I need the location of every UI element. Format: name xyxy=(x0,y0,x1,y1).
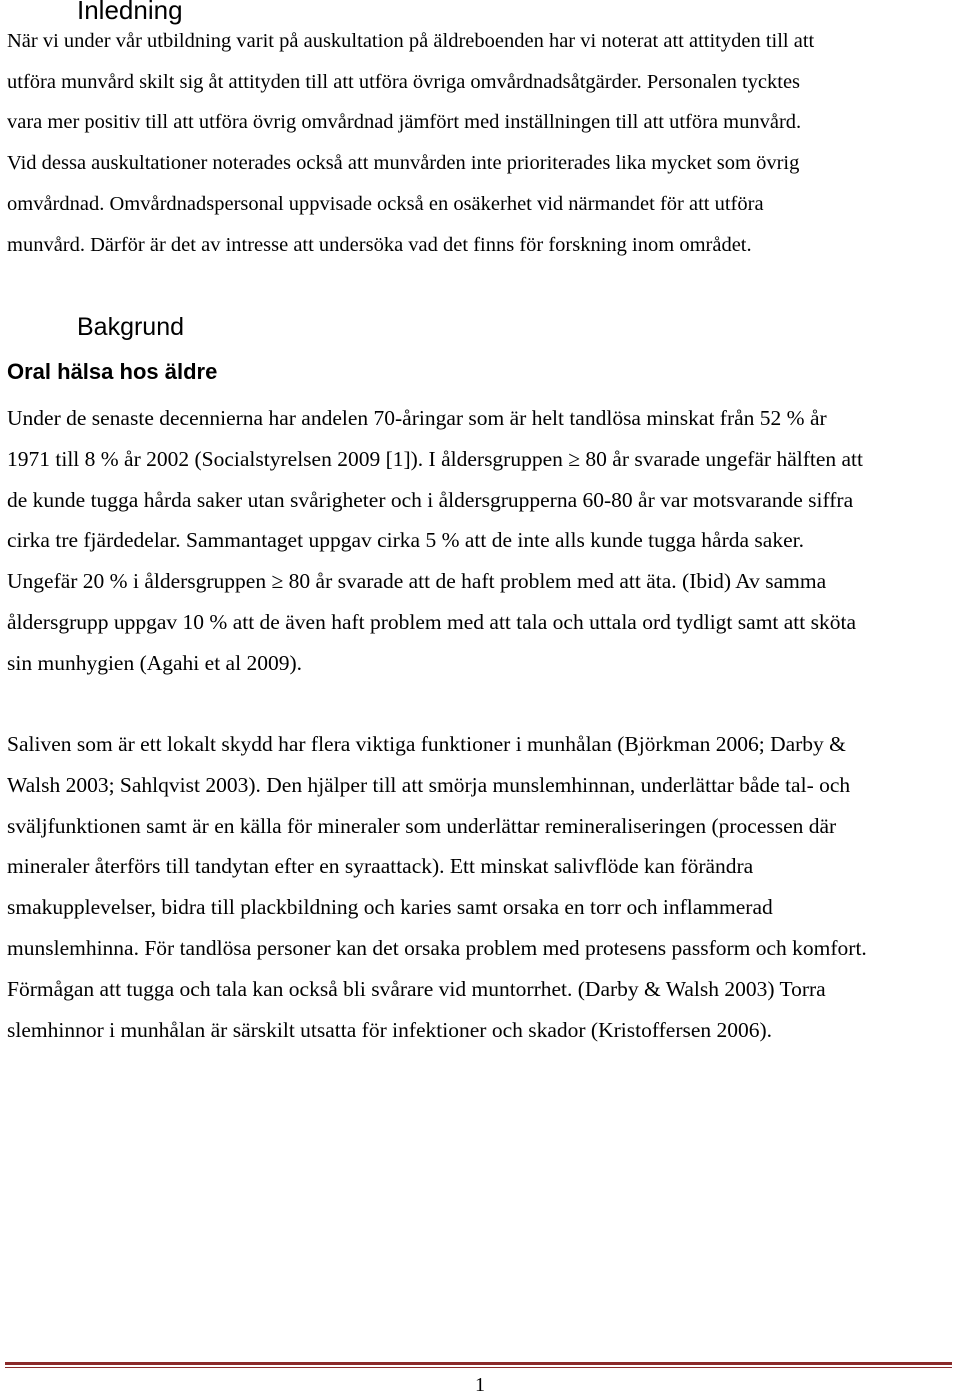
text-line: åldersgrupp uppgav 10 % att de även haft problem med att tala och uttala ord tydligt samt att sköta xyxy=(7,609,857,634)
text-line: Walsh 2003; Sahlqvist 2003). Den hjälper till att smörja munslemhinnan, underlättar både tal- och xyxy=(7,772,851,797)
section-heading-inledning: Inledning xyxy=(77,0,183,25)
text-line: 1971 till 8 % år 2002 (Socialstyrelsen 2009 [1]). I åldersgruppen ≥ 80 år svarade ungefär hälften att xyxy=(7,446,864,471)
text-line: omvårdnad. Omvårdnadspersonal uppvisade också en osäkerhet vid närmandet för att utföra xyxy=(7,192,764,215)
subsection-heading-oral-halsa: Oral hälsa hos äldre xyxy=(7,359,218,384)
intro-paragraph xyxy=(7,21,957,265)
footer-divider-thick xyxy=(5,1362,952,1365)
text-line: Under de senaste decennierna har andelen 70-åringar som är helt tandlösa minskat från 52 % år xyxy=(7,406,827,430)
section-heading-bakgrund: Bakgrund xyxy=(77,313,185,341)
text-line: Saliven som är ett lokalt skydd har flera viktiga funktioner i munhålan (Björkman 2006; Darby & xyxy=(7,732,846,756)
text-line: slemhinnor i munhålan är särskilt utsatta för infektioner och skador (Kristoffersen 2006). xyxy=(7,1017,773,1042)
text-line: smakupplevelser, bidra till plackbildning och karies samt orsaka en torr och inflammerad xyxy=(7,895,773,920)
text-line: Vid dessa auskultationer noterades också att munvården inte prioriterades lika mycket som övrig xyxy=(7,152,800,175)
text-line: munvård. Därför är det av intresse att undersöka vad det finns för forskning inom området. xyxy=(7,233,752,256)
text-line: de kunde tugga hårda saker utan svårigheter och i åldersgrupperna 60-80 år var motsvarande siffra xyxy=(7,487,854,512)
text-line: Ungefär 20 % i åldersgruppen ≥ 80 år svarade att de haft problem med att äta. (Ibid) Av samma xyxy=(7,569,827,594)
text-line: sväljfunktionen samt är en källa för mineraler som underlättar remineraliseringen (processen där xyxy=(7,813,837,838)
footer-divider xyxy=(5,1362,952,1369)
saliva-paragraph xyxy=(7,724,957,1050)
text-line: utföra munvård skilt sig åt attityden till att utföra övriga omvårdnadsåtgärder. Personalen tycktes xyxy=(7,70,801,93)
footer-divider-thin xyxy=(5,1367,952,1368)
text-line: sin munhygien (Agahi et al 2009). xyxy=(7,650,302,675)
text-line: vara mer positiv till att utföra övrig omvårdnad jämfört med inställningen till att utföra munvård. xyxy=(7,111,802,134)
page-number: 1 xyxy=(475,1374,485,1396)
text-line: mineraler återförs till tandytan efter en syraattack). Ett minskat salivflöde kan förändra xyxy=(7,854,754,879)
text-line: När vi under vår utbildning varit på auskultation på äldreboenden har vi noterat att attityden till att xyxy=(7,30,815,52)
text-line: cirka tre fjärdedelar. Sammantaget uppgav cirka 5 % att de inte alls kunde tugga hårda saker. xyxy=(7,528,804,553)
oral-health-paragraph xyxy=(7,398,957,684)
text-line: munslemhinna. För tandlösa personer kan det orsaka problem med protesens passform och komfort. xyxy=(7,935,867,960)
text-line: Förmågan att tugga och tala kan också bli svårare vid muntorrhet. (Darby & Walsh 2003) Torra xyxy=(7,976,826,1001)
